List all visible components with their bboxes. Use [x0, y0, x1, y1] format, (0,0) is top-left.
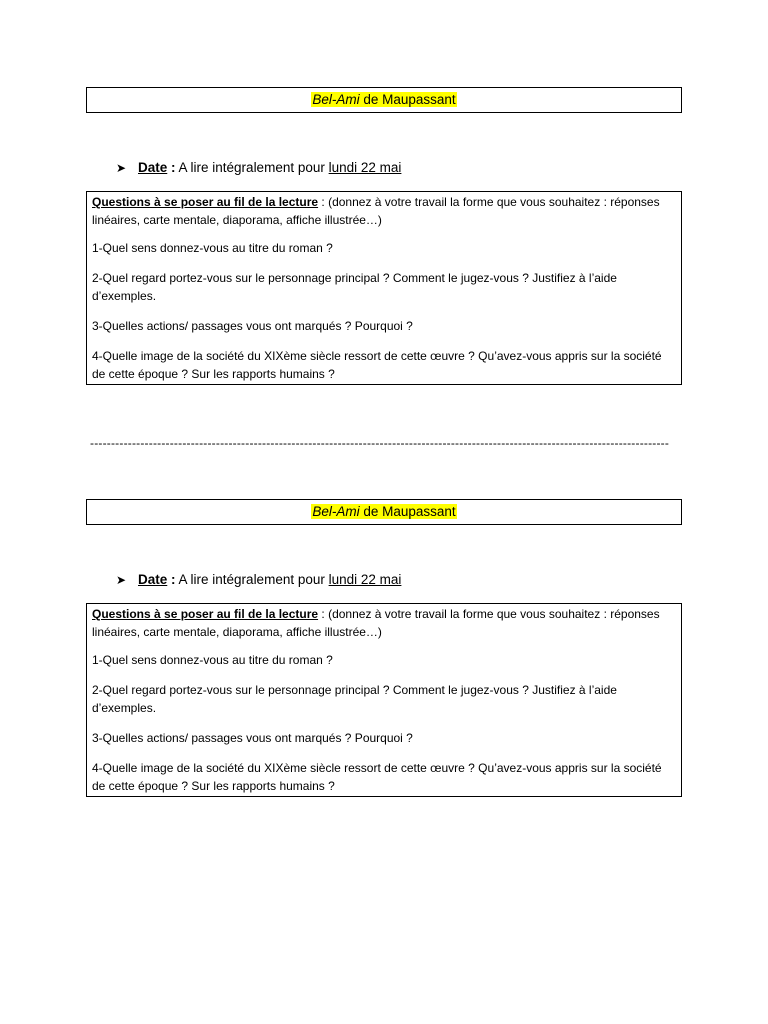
date-line [116, 159, 401, 177]
questions-intro-rest: : (donnez à votre travail la forme que vous souhaitez : réponses linéaires, carte mentale, diaporama, affiche illustrée…) [92, 607, 660, 639]
title-rest: de Maupassant [359, 504, 456, 519]
question-3: 3-Quelles actions/ passages vous ont marqués ? Pourquoi ? [92, 731, 413, 745]
title-highlight [311, 92, 456, 107]
title-highlight [311, 504, 456, 519]
question-2: 2-Quel regard portez-vous sur le personnage principal ? Comment le jugez-vous ? Justifiez à l’aide d’exemples. [92, 271, 617, 303]
questions-intro [92, 605, 676, 641]
arrow-bullet-icon: ➤ [116, 161, 127, 175]
questions-box [86, 603, 682, 797]
date-colon: : [167, 160, 176, 175]
question-1: 1-Quel sens donnez-vous au titre du roman ? [92, 241, 333, 255]
title-italic: Bel-Ami [312, 504, 360, 519]
date-day: lundi 22 mai [328, 160, 402, 175]
date-label: Date [138, 572, 168, 587]
date-text: A lire intégralement pour [175, 160, 329, 175]
question-2: 2-Quel regard portez-vous sur le personnage principal ? Comment le jugez-vous ? Justifiez à l’aide d’exemples. [92, 683, 617, 715]
question-4: 4-Quelle image de la société du XIXème siècle ressort de cette œuvre ? Qu’avez-vous appris sur la société de cette époque ? Sur les rapports humains ? [92, 349, 662, 381]
date-day: lundi 22 mai [328, 572, 402, 587]
arrow-bullet-icon: ➤ [116, 573, 127, 587]
title-rest: de Maupassant [359, 92, 456, 107]
question-3: 3-Quelles actions/ passages vous ont marqués ? Pourquoi ? [92, 319, 413, 333]
questions-box [86, 191, 682, 385]
question-1: 1-Quel sens donnez-vous au titre du roman ? [92, 653, 333, 667]
date-colon: : [167, 572, 176, 587]
questions-intro-rest: : (donnez à votre travail la forme que vous souhaitez : réponses linéaires, carte mentale, diaporama, affiche illustrée…) [92, 195, 660, 227]
questions-intro-heading: Questions à se poser au fil de la lecture [92, 607, 319, 621]
title-box [86, 87, 682, 113]
date-label: Date [138, 160, 168, 175]
date-line [116, 571, 401, 589]
cut-separator: ------------------------------------------------------------------------------------------------------------------------------------------ [90, 436, 670, 450]
questions-intro [92, 193, 676, 229]
date-text: A lire intégralement pour [175, 572, 329, 587]
title-italic: Bel-Ami [312, 92, 360, 107]
question-4: 4-Quelle image de la société du XIXème siècle ressort de cette œuvre ? Qu’avez-vous appris sur la société de cette époque ? Sur les rapports humains ? [92, 761, 662, 793]
title-box [86, 499, 682, 525]
questions-intro-heading: Questions à se poser au fil de la lecture [92, 195, 319, 209]
